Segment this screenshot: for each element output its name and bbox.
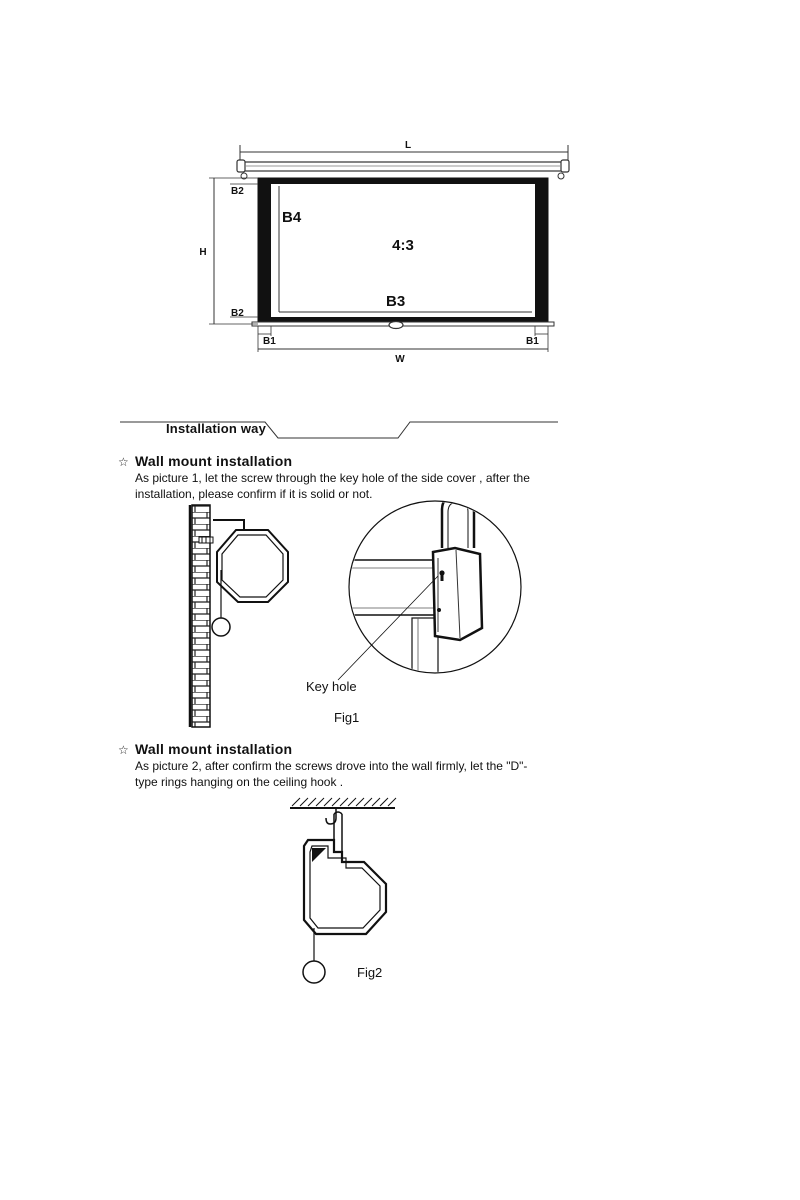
dimension-H xyxy=(199,178,258,324)
section-1-text xyxy=(135,470,575,502)
star-outline-icon: ☆ xyxy=(118,455,129,469)
label-B4: B4 xyxy=(282,209,302,226)
label-B1-left: B1 xyxy=(263,336,276,347)
octagon-housing-icon xyxy=(217,530,288,602)
section-2-text-line-1: As picture 2, after confirm the screws drove into the wall firmly, let the "D"- xyxy=(135,759,528,773)
section-2-text xyxy=(135,758,580,790)
label-L: L xyxy=(404,140,412,151)
ceiling-icon xyxy=(290,798,396,808)
label-W: W xyxy=(395,354,405,365)
dimension-W xyxy=(258,326,548,365)
fig1-illustration xyxy=(180,500,600,735)
section-2-title xyxy=(118,741,292,757)
pull-ball-icon xyxy=(212,618,230,636)
pull-ball-icon xyxy=(303,961,325,983)
label-H: H xyxy=(199,247,207,258)
fig2-illustration xyxy=(280,790,420,995)
screen-dimension-diagram xyxy=(0,0,800,400)
section-1-title-text: Wall mount installation xyxy=(134,453,293,469)
label-B3: B3 xyxy=(386,293,406,310)
octagon-housing-icon xyxy=(304,840,386,934)
key-hole-callout: Key hole xyxy=(306,679,357,694)
pull-handle-icon xyxy=(389,322,403,329)
label-B1-right: B1 xyxy=(526,336,539,347)
fig2-label: Fig2 xyxy=(357,965,383,980)
section-1-text-line-1: As picture 1, let the screw through the key hole of the side cover , after the xyxy=(135,471,530,485)
label-B2-bottom: B2 xyxy=(231,308,244,319)
label-B2-top: B2 xyxy=(231,186,244,197)
aspect-ratio-label: 4:3 xyxy=(392,237,414,254)
section-1-text-line-2: installation, please confirm if it is solid or not. xyxy=(135,487,373,501)
magnified-detail xyxy=(330,500,521,698)
section-1-title xyxy=(118,453,292,469)
installation-header-title: Installation way xyxy=(166,421,267,436)
roller-tube xyxy=(237,160,569,179)
section-2-text-line-2: type rings hanging on the ceiling hook . xyxy=(135,775,344,789)
star-outline-icon: ☆ xyxy=(118,743,129,757)
fig1-label: Fig1 xyxy=(334,710,360,725)
section-2-title-text: Wall mount installation xyxy=(134,741,293,757)
